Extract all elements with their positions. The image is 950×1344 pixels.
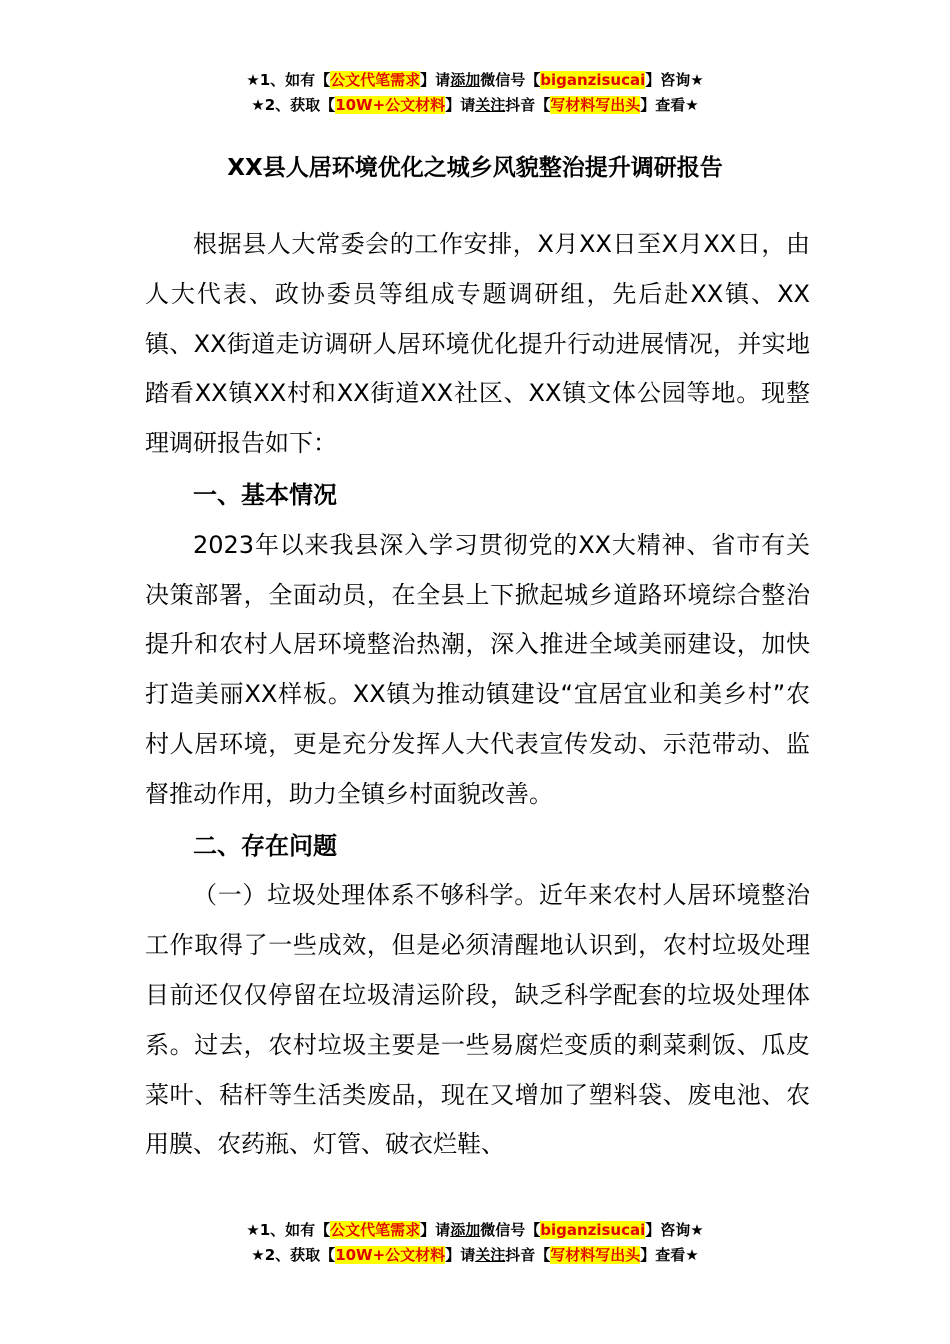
section-heading-problems: 二、存在问题	[193, 831, 337, 860]
promo-text: 】咨询★	[645, 71, 704, 89]
intro-paragraph: 根据县人大常委会的工作安排，X月XX日至X月XX日，由人大代表、政协委员等组成专题调研组，先后赴XX镇、XX镇、XX街道走访调研人居环境优化提升行动进展情况，并实地踏看XX镇XX村和XX街道XX社区、XX镇文体公园等地。现整理调研报告如下：	[145, 230, 810, 458]
promo-text: 】请	[420, 71, 451, 89]
promo-banner-top	[0, 68, 950, 118]
promo-line-2	[0, 93, 950, 118]
promo-text: 】咨询★	[645, 1221, 704, 1239]
promo-text: 关注	[475, 1246, 506, 1264]
promo-text: 添加	[450, 1221, 481, 1239]
promo-text: ★1、如有【	[246, 1221, 331, 1239]
promo-text: 】请	[420, 1221, 451, 1239]
promo-text: 关注	[475, 96, 506, 114]
document-title: XX县人居环境优化之城乡风貌整治提升调研报告	[227, 155, 723, 181]
promo-text: 】请	[445, 1246, 476, 1264]
promo-banner-bottom	[0, 1218, 950, 1268]
promo-douyin-id: 写材料写出头	[550, 1246, 641, 1264]
promo-highlight: 10W+公文材料	[335, 96, 446, 114]
promo-text: 】查看★	[640, 1246, 699, 1264]
promo-text: 】查看★	[640, 96, 699, 114]
promo-text: ★1、如有【	[246, 71, 331, 89]
promo-text: ★2、获取【	[251, 96, 336, 114]
section-heading-basic: 一、基本情况	[193, 480, 337, 509]
promo-text: 添加	[450, 71, 481, 89]
document-body	[145, 220, 810, 1170]
promo-line-1	[0, 1218, 950, 1243]
promo-text: 抖音【	[505, 1246, 551, 1264]
promo-wechat-id: biganzisucai	[540, 71, 646, 89]
promo-highlight: 10W+公文材料	[335, 1246, 446, 1264]
promo-line-1	[0, 68, 950, 93]
basic-situation-paragraph: 2023年以来我县深入学习贯彻党的XX大精神、省市有关决策部署，全面动员，在全县上下掀起城乡道路环境综合整治提升和农村人居环境整治热潮，深入推进全域美丽建设，加快打造美丽XX样板。XX镇为推动镇建设“宜居宜业和美乡村”农村人居环境，更是充分发挥人大代表宣传发动、示范带动、监督推动作用，助力全镇乡村面貌改善。	[145, 530, 810, 808]
promo-text: 微信号【	[480, 1221, 541, 1239]
promo-highlight: 公文代笔需求	[330, 1221, 421, 1239]
promo-text: 】请	[445, 96, 476, 114]
promo-douyin-id: 写材料写出头	[550, 96, 641, 114]
promo-text: 微信号【	[480, 71, 541, 89]
problems-paragraph: （一）垃圾处理体系不够科学。近年来农村人居环境整治工作取得了一些成效，但是必须清醒地认识到，农村垃圾处理目前还仅仅停留在垃圾清运阶段，缺乏科学配套的垃圾处理体系。过去，农村垃圾主要是一些易腐烂变质的剩菜剩饭、瓜皮菜叶、秸杆等生活类废品，现在又增加了塑料袋、废电池、农用膜、农药瓶、灯管、破衣烂鞋、	[145, 881, 810, 1159]
promo-text: 抖音【	[505, 96, 551, 114]
promo-highlight: 公文代笔需求	[330, 71, 421, 89]
promo-wechat-id: biganzisucai	[540, 1221, 646, 1239]
promo-text: ★2、获取【	[251, 1246, 336, 1264]
promo-line-2	[0, 1243, 950, 1268]
